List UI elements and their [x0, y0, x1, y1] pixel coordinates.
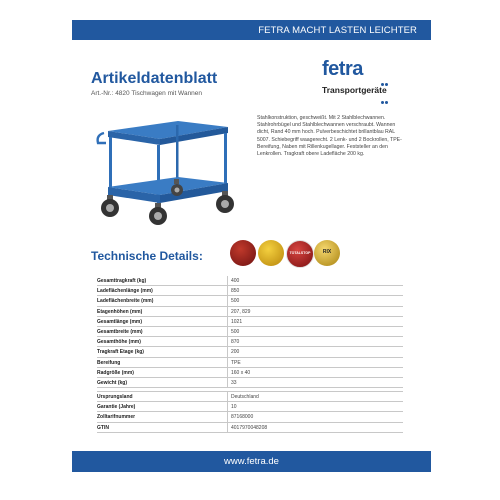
spec-label: Gesamttragkraft (kg): [97, 278, 147, 284]
spec-label: Radgröße (mm): [97, 369, 134, 376]
spec-row: [97, 317, 403, 327]
spec-label: Gewicht (kg): [97, 379, 128, 386]
spec-row: [97, 296, 403, 306]
spec-value: TPE: [231, 359, 241, 366]
spec-value: 400: [231, 278, 240, 284]
spec-label: Tragkraft Etage (kg): [97, 349, 144, 356]
column-divider: [227, 358, 228, 367]
spec-row: [97, 402, 403, 412]
table-trolley-image: [90, 113, 236, 229]
spec-label: Gesamthöhe (mm): [97, 339, 141, 346]
spec-row: [97, 327, 403, 337]
spec-label: Gesamtlänge (mm): [97, 318, 143, 325]
spec-value: 160 x 40: [231, 369, 251, 376]
spec-value: 33: [231, 379, 237, 386]
column-divider: [227, 286, 228, 295]
top-banner: [72, 20, 431, 40]
totalstop-badge-icon: TOTALSTOP: [286, 240, 314, 268]
spec-label: Zolltarifnummer: [97, 414, 136, 421]
column-divider: [227, 276, 228, 285]
spec-value: 870: [231, 339, 240, 346]
spec-label: Gesamtbreite (mm): [97, 328, 143, 335]
rix-badge-icon: RIX: [314, 240, 340, 266]
spec-label: Garantie (Jahre): [97, 404, 136, 411]
footer-url: www.fetra.de: [224, 456, 279, 467]
column-divider: [227, 423, 228, 432]
spec-value: 500: [231, 298, 240, 305]
spec-value: 500: [231, 328, 240, 335]
column-divider: [227, 327, 228, 336]
spec-label: Ursprungsland: [97, 394, 133, 401]
germany-badge-icon: [258, 240, 284, 266]
spec-label: GTIN: [97, 424, 109, 431]
spec-row: [97, 368, 403, 378]
article-number: Art.-Nr.: 4820 Tischwagen mit Wannen: [91, 90, 203, 97]
spec-row: [97, 347, 403, 357]
spec-row: [97, 307, 403, 317]
column-divider: [227, 368, 228, 377]
spec-value: 200: [231, 349, 240, 356]
spec-value: 1021: [231, 318, 243, 325]
spec-value: 4017970048208: [231, 424, 268, 431]
column-divider: [227, 392, 228, 401]
spec-value: 87168000: [231, 414, 254, 421]
spec-value: Deutschland: [231, 394, 259, 401]
column-divider: [227, 402, 228, 411]
spec-row: [97, 392, 403, 402]
spec-row: [97, 337, 403, 347]
spec-row: [97, 412, 403, 422]
column-divider: [227, 347, 228, 356]
spec-row: [97, 358, 403, 368]
logo-wordmark: fetra: [322, 58, 363, 80]
product-description: Stahlkonstruktion, geschweißt. Mit 2 Stahlblechwannen. Stahlrohrbügel und Stahlblechwannen verschraubt. Wannen dicht, Rand 40 mm hoch. Pulverbeschichtet brillantblau RAL 5007. Schiebegriff waagerecht. 2 Lenk- und 2 Bockrollen, TPE-Bereifung, Naben mit Rillenkugellager. Feststeller an den Lenkrollen. Tragkraft obere Ladefläche 200 kg.: [257, 115, 402, 158]
logo-subtitle: Transportgeräte: [322, 85, 387, 95]
spec-label: Ladeflächenlänge (mm): [97, 288, 153, 295]
column-divider: [227, 307, 228, 316]
spec-row: [97, 276, 403, 286]
column-divider: [227, 412, 228, 421]
spec-label: Bereifung: [97, 359, 121, 366]
quality-badge-icon: [230, 240, 256, 266]
technical-details-heading: Technische Details:: [91, 249, 203, 263]
spec-value: 207, 829: [231, 308, 251, 315]
column-divider: [227, 296, 228, 305]
column-divider: [227, 317, 228, 326]
badges-row: [230, 240, 340, 268]
spec-value: 850: [231, 288, 240, 295]
spec-row: [97, 423, 403, 433]
spec-label: Etagenhöhen (mm): [97, 308, 143, 315]
footer-banner: [72, 451, 431, 472]
column-divider: [227, 378, 228, 387]
spec-label: Ladeflächenbreite (mm): [97, 298, 154, 305]
column-divider: [227, 337, 228, 346]
fetra-logo: [322, 58, 392, 102]
specs-table: [97, 276, 403, 433]
page-title: Artikeldatenblatt: [91, 70, 218, 87]
slogan: FETRA MACHT LASTEN LEICHTER: [258, 25, 417, 36]
spec-row: [97, 378, 403, 388]
spec-value: 10: [231, 404, 237, 411]
spec-row: [97, 286, 403, 296]
